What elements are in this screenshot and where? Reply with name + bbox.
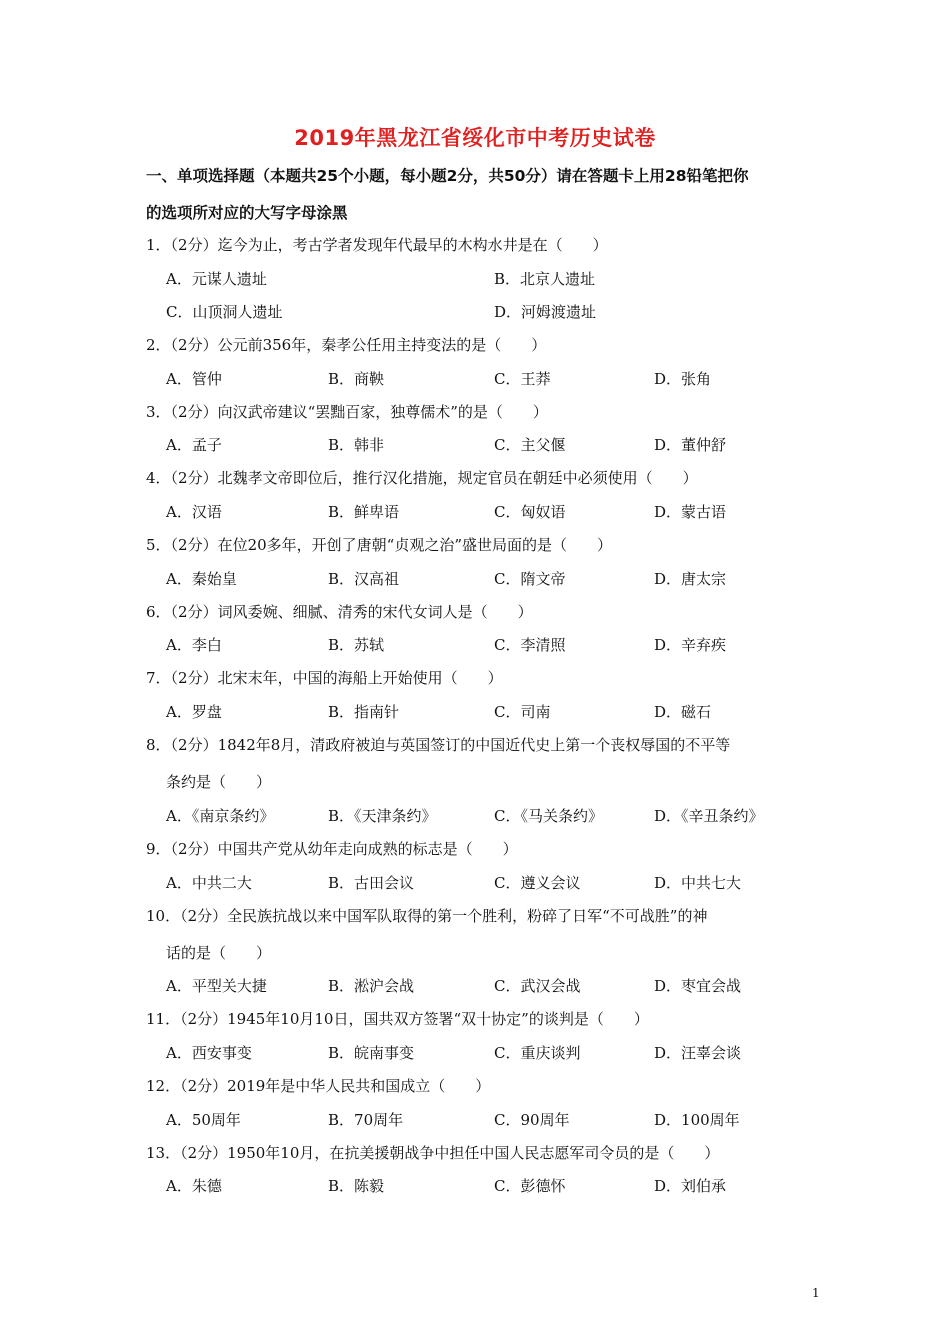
options-8 — [166, 805, 846, 825]
option-d: D．刘伯承 — [654, 1177, 727, 1195]
option-d: D．辛弃疾 — [654, 636, 727, 654]
option-c: C．山顶洞人遗址 — [166, 303, 283, 321]
options-5 — [166, 568, 846, 588]
question-8: 8．（2分）1842年8月，清政府被迫与英国签订的中国近代史上第一个丧权辱国的不平等 — [146, 736, 731, 754]
option-c: C．武汉会战 — [494, 977, 581, 995]
option-d: D．中共七大 — [654, 874, 742, 892]
options-1b — [166, 301, 846, 321]
option-c: C．匈奴语 — [494, 503, 566, 521]
option-b: B．北京人遗址 — [494, 270, 596, 288]
exam-title: 2019年黑龙江省绥化市中考历史试卷 — [294, 126, 656, 150]
option-a: A．汉语 — [166, 503, 222, 521]
option-d: D．《辛丑条约》 — [654, 807, 764, 825]
option-c: C．彭德怀 — [494, 1177, 566, 1195]
option-b: B．汉高祖 — [328, 570, 400, 588]
option-a: A．西安事变 — [166, 1044, 252, 1062]
option-a: A．李白 — [166, 636, 222, 654]
option-d: D．汪辜会谈 — [654, 1044, 742, 1062]
option-a: A．元谋人遗址 — [166, 270, 267, 288]
option-c: C．重庆谈判 — [494, 1044, 581, 1062]
option-a: A．秦始皇 — [166, 570, 237, 588]
options-4 — [166, 501, 846, 521]
question-8-continued: 条约是（ ） — [166, 773, 272, 791]
question-6: 6．（2分）词风委婉、细腻、清秀的宋代女词人是（ ） — [146, 603, 533, 621]
section-heading-line-2: 的选项所对应的大写字母涂黑 — [146, 204, 348, 222]
question-1: 1．（2分）迄今为止，考古学者发现年代最早的木构水井是在（ ） — [146, 236, 608, 254]
option-d: D．100周年 — [654, 1111, 740, 1129]
option-b: B．韩非 — [328, 436, 385, 454]
question-11: 11．（2分）1945年10月10日，国共双方签署“双十协定”的谈判是（ ） — [146, 1010, 649, 1028]
option-b: B．苏轼 — [328, 636, 385, 654]
question-4: 4．（2分）北魏孝文帝即位后，推行汉化措施，规定官员在朝廷中必须使用（ ） — [146, 469, 698, 487]
question-5: 5．（2分）在位20多年，开创了唐朝“贞观之治”盛世局面的是（ ） — [146, 536, 613, 554]
option-c: C．李清照 — [494, 636, 566, 654]
option-c: C．王莽 — [494, 370, 551, 388]
options-9 — [166, 872, 846, 892]
option-b: B．淞沪会战 — [328, 977, 415, 995]
options-3 — [166, 434, 846, 454]
options-2 — [166, 368, 846, 388]
options-13 — [166, 1175, 846, 1195]
option-c: C．《马关条约》 — [494, 807, 603, 825]
question-12: 12．（2分）2019年是中华人民共和国成立（ ） — [146, 1077, 491, 1095]
option-b: B．皖南事变 — [328, 1044, 415, 1062]
question-3: 3．（2分）向汉武帝建议“罢黜百家，独尊儒术”的是（ ） — [146, 403, 548, 421]
option-d: D．枣宜会战 — [654, 977, 742, 995]
options-12 — [166, 1109, 846, 1129]
options-1 — [166, 268, 846, 288]
option-b: B．鲜卑语 — [328, 503, 400, 521]
option-b: B．古田会议 — [328, 874, 415, 892]
option-b: B．70周年 — [328, 1111, 404, 1129]
option-a: A．中共二大 — [166, 874, 252, 892]
options-6 — [166, 634, 846, 654]
options-7 — [166, 701, 846, 721]
page-number: 1 — [812, 1286, 820, 1300]
question-13: 13．（2分）1950年10月，在抗美援朝战争中担任中国人民志愿军司令员的是（ ） — [146, 1144, 720, 1162]
question-2: 2．（2分）公元前356年，秦孝公任用主持变法的是（ ） — [146, 336, 547, 354]
question-10-continued: 话的是（ ） — [166, 944, 272, 962]
question-9: 9．（2分）中国共产党从幼年走向成熟的标志是（ ） — [146, 840, 518, 858]
options-10 — [166, 975, 846, 995]
option-a: A．《南京条约》 — [166, 807, 275, 825]
option-b: B．《天津条约》 — [328, 807, 437, 825]
option-a: A．朱德 — [166, 1177, 222, 1195]
option-a: A．平型关大捷 — [166, 977, 267, 995]
option-c: C．司南 — [494, 703, 551, 721]
option-c: C．90周年 — [494, 1111, 570, 1129]
option-b: B．陈毅 — [328, 1177, 385, 1195]
option-b: B．商鞅 — [328, 370, 385, 388]
option-c: C．遵义会议 — [494, 874, 581, 892]
section-heading-line-1: 一、单项选择题（本题共25个小题，每小题2分，共50分）请在答题卡上用28铅笔把你 — [146, 167, 749, 185]
question-7: 7．（2分）北宋末年，中国的海船上开始使用（ ） — [146, 669, 503, 687]
option-d: D．张角 — [654, 370, 712, 388]
option-d: D．唐太宗 — [654, 570, 727, 588]
option-d: D．磁石 — [654, 703, 712, 721]
option-a: A．罗盘 — [166, 703, 222, 721]
option-a: A．管仲 — [166, 370, 222, 388]
question-10: 10．（2分）全民族抗战以来中国军队取得的第一个胜利，粉碎了日军“不可战胜”的神 — [146, 907, 708, 925]
option-c: C．主父偃 — [494, 436, 566, 454]
option-d: D．董仲舒 — [654, 436, 727, 454]
option-a: A．孟子 — [166, 436, 222, 454]
options-11 — [166, 1042, 846, 1062]
option-b: B．指南针 — [328, 703, 400, 721]
option-d: D．蒙古语 — [654, 503, 727, 521]
option-a: A．50周年 — [166, 1111, 241, 1129]
option-c: C．隋文帝 — [494, 570, 566, 588]
option-d: D．河姆渡遗址 — [494, 303, 597, 321]
